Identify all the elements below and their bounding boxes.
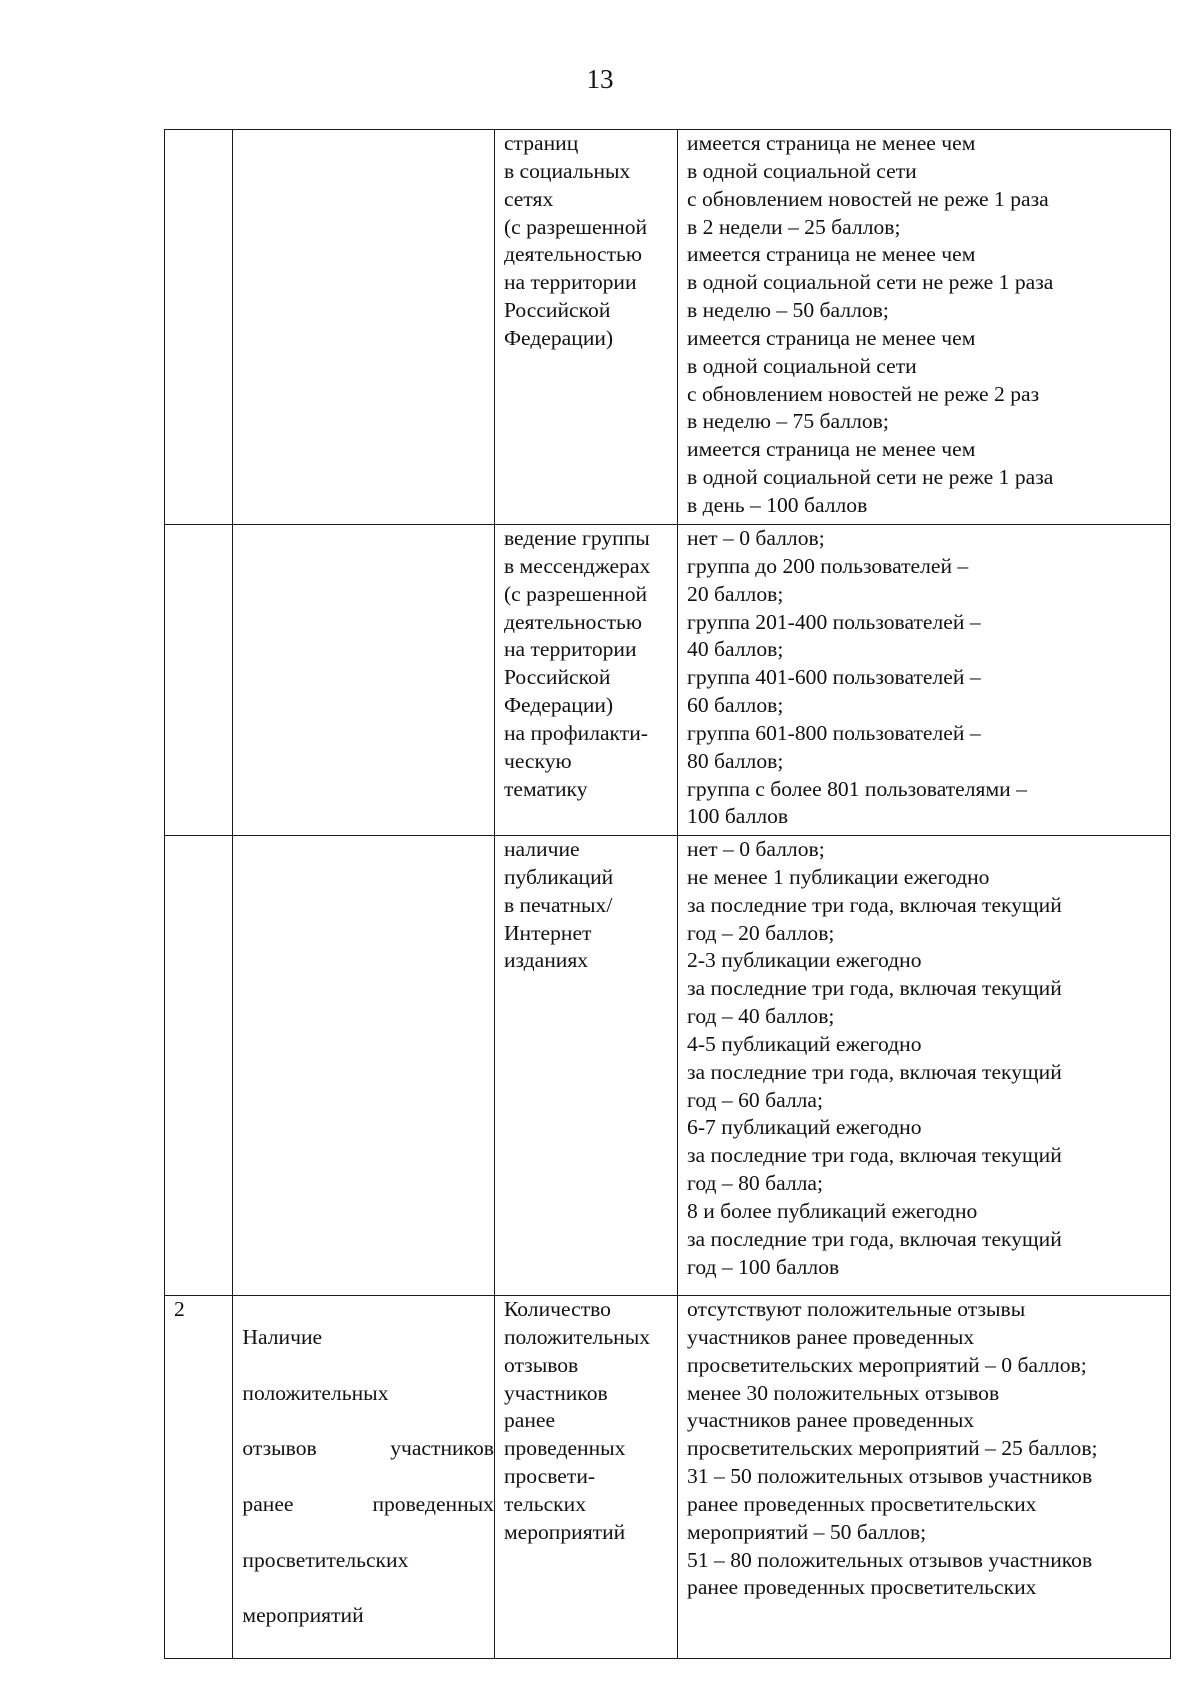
criterion-cell <box>233 836 495 1296</box>
table-row <box>165 525 1171 836</box>
criterion-line: ранее проведенных <box>242 1491 494 1516</box>
row-number-cell <box>165 130 233 525</box>
criteria-table <box>164 129 1171 1659</box>
criterion-cell <box>233 130 495 525</box>
score-cell: имеется страница не менее чем в одной социальной сети с обновлением новостей не реже 1 раза в 2 недели – 25 баллов; имеется страница не менее чем в одной социальной сети не реже 1 раза в неделю – 50 баллов; имеется страница не менее чем в одной социальной сети с обновлением новостей не реже 2 раз в неделю – 75 баллов; имеется страница не менее чем в одной социальной сети не реже 1 раза в день – 100 баллов <box>678 130 1171 525</box>
table-row <box>165 130 1171 525</box>
criterion-cell <box>233 525 495 836</box>
score-cell: нет – 0 баллов; группа до 200 пользователей – 20 баллов; группа 201-400 пользователей – 40 баллов; группа 401-600 пользователей – 60 баллов; группа 601-800 пользователей – 80 баллов; группа с более 801 пользователями – 100 баллов <box>678 525 1171 836</box>
score-cell: нет – 0 баллов; не менее 1 публикации ежегодно за последние три года, включая текущий год – 20 баллов; 2-3 публикации ежегодно за последние три года, включая текущий год – 40 баллов; 4-5 публикаций ежегодно за последние три года, включая текущий год – 60 балла; 6-7 публикаций ежегодно за последние три года, включая текущий год – 80 балла; 8 и более публикаций ежегодно за последние три года, включая текущий год – 100 баллов <box>678 836 1171 1296</box>
indicator-cell: страниц в социальных сетях (с разрешенной деятельностью на территории Российской Федерации) <box>494 130 677 525</box>
criterion-line: мероприятий <box>242 1603 364 1628</box>
row-number-cell <box>165 836 233 1296</box>
indicator-cell: наличие публикаций в печатных/ Интернет изданиях <box>494 836 677 1296</box>
criterion-line: просветительских <box>242 1547 409 1572</box>
score-cell: отсутствуют положительные отзывы участников ранее проведенных просветительских мероприятий – 0 баллов; менее 30 положительных отзывов участников ранее проведенных просветительских мероприятий – 25 баллов; 31 – 50 положительных отзывов участников ранее проведенных просветительских мероприятий – 50 баллов; 51 – 80 положительных отзывов участников ранее проведенных просветительских <box>678 1296 1171 1659</box>
row-number-cell <box>165 525 233 836</box>
table-row <box>165 1296 1171 1659</box>
table-row <box>165 836 1171 1296</box>
page-number: 13 <box>586 64 614 94</box>
criterion-line: положительных <box>242 1380 389 1405</box>
indicator-cell: ведение группы в мессенджерах (с разрешенной деятельностью на территории Российской Федерации) на профилакти- ческую тематику <box>494 525 677 836</box>
row-number-cell: 2 <box>165 1296 233 1659</box>
indicator-cell: Количество положительных отзывов участников ранее проведенных просвети- тельских мероприятий <box>494 1296 677 1659</box>
criterion-cell <box>233 1296 495 1659</box>
criterion-line: отзывов участников <box>242 1436 494 1461</box>
criterion-line: Наличие <box>242 1324 323 1349</box>
